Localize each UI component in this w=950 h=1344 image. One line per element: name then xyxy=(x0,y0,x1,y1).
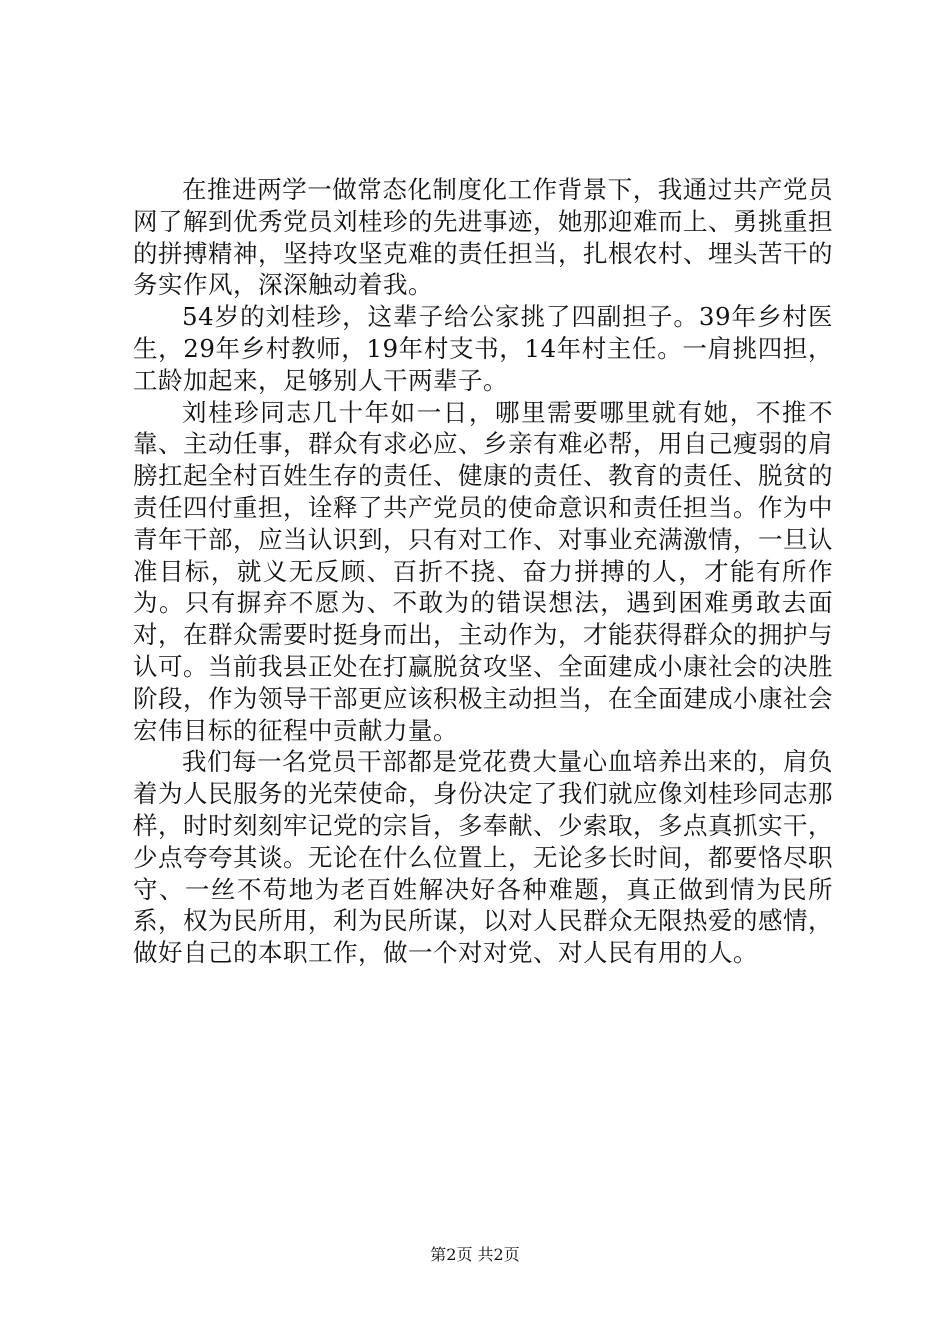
paragraph: 刘桂珍同志几十年如一日，哪里需要哪里就有她，不推不靠、主动任事，群众有求必应、乡亲有难必帮，用自己瘦弱的肩膀扛起全村百姓生存的责任、健康的责任、教育的责任、脱贫的责任四付重担，诠释了共产党员的使命意识和责任担当。作为中青年干部，应当认识到，只有对工作、对事业充满激情，一旦认准目标，就义无反顾、百折不挠、奋力拼搏的人，才能有所作为。只有摒弃不愿为、不敢为的错误想法，遇到困难勇敢去面对，在群众需要时挺身而出，主动作为，才能获得群众的拥护与认可。当前我县正处在打赢脱贫攻坚、全面建成小康社会的决胜阶段，作为领导干部更应该积极主动担当，在全面建成小康社会宏伟目标的征程中贡献力量。 xyxy=(133,397,833,745)
paragraph: 54岁的刘桂珍，这辈子给公家挑了四副担子。39年乡村医生，29年乡村教师，19年村支书，14年村主任。一肩挑四担，工龄加起来，足够别人干两辈子。 xyxy=(133,302,833,395)
paragraph: 我们每一名党员干部都是党花费大量心血培养出来的，肩负着为人民服务的光荣使命，身份决定了我们就应像刘桂珍同志那样，时时刻刻牢记党的宗旨，多奉献、少索取，多点真抓实干，少点夸夸其谈。无论在什么位置上，无论多长时间，都要恪尽职守、一丝不苟地为老百姓解决好各种难题，真正做到情为民所系，权为民所用，利为民所谋，以对人民群众无限热爱的感情，做好自己的本职工作，做一个对对党、对人民有用的人。 xyxy=(133,747,833,968)
body-text xyxy=(133,174,833,969)
paragraph: 在推进两学一做常态化制度化工作背景下，我通过共产党员网了解到优秀党员刘桂珍的先进事迹，她那迎难而上、勇挑重担的拼搏精神，坚持攻坚克难的责任担当，扎根农村、埋头苦干的务实作风，深深触动着我。 xyxy=(133,175,833,300)
page-footer: 第2页 共2页 xyxy=(430,1245,520,1264)
